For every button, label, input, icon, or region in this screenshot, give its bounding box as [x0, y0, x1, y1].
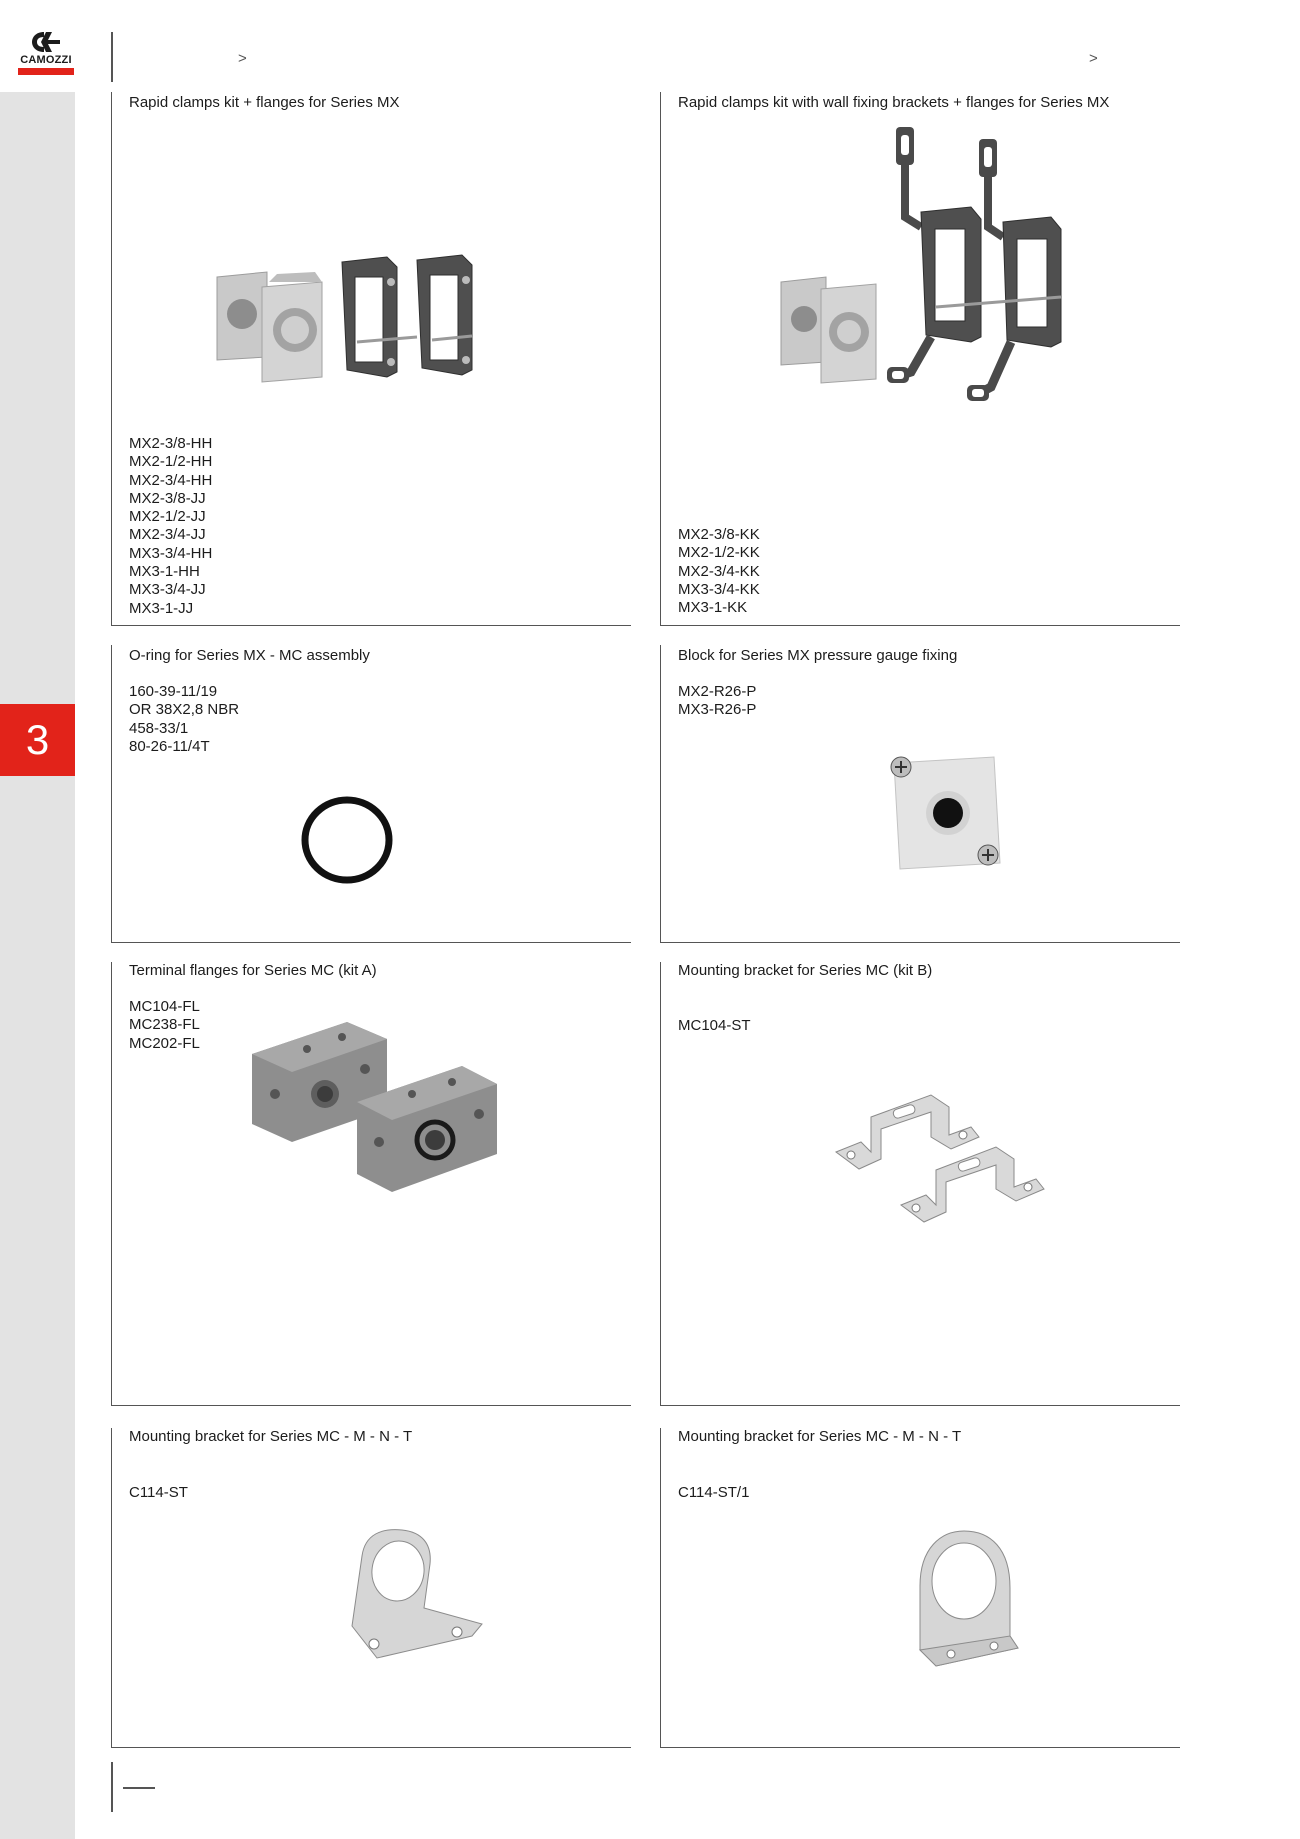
product-code[interactable]: MX3-3/4-HH — [129, 544, 213, 562]
product-code[interactable]: 160-39-11/19 — [129, 683, 218, 700]
product-code[interactable]: MX2-3/8-KK — [678, 526, 760, 543]
card-title: Rapid clamps kit with wall fixing brackets + flanges for Series MX — [678, 94, 1110, 111]
footer-dash — [123, 1787, 155, 1789]
product-code-list — [129, 998, 200, 1053]
product-code[interactable]: MX2-1/2-JJ — [129, 508, 206, 526]
product-code[interactable]: 80-26-11/4T — [129, 737, 210, 755]
product-card-rapid-clamps-kit — [111, 92, 631, 626]
product-card-mounting-bracket-c114-st — [111, 1428, 631, 1748]
card-title: Rapid clamps kit + flanges for Series MX — [129, 94, 400, 111]
product-code[interactable]: MX3-1-HH — [129, 563, 200, 581]
product-code[interactable]: MX2-3/4-KK — [678, 562, 760, 580]
product-card-rapid-clamps-wall-brackets — [660, 92, 1180, 626]
product-code[interactable]: MX3-R26-P — [678, 701, 757, 719]
gauge-block-image — [876, 745, 1016, 885]
card-title: Terminal flanges for Series MC (kit A) — [129, 962, 377, 979]
product-code[interactable]: MX2-3/4-JJ — [129, 526, 206, 544]
product-code-list — [129, 435, 212, 618]
product-code[interactable]: MX2-1/2-KK — [678, 544, 760, 562]
clamps-wall-brackets-image — [771, 127, 1111, 417]
product-code[interactable]: OR 38X2,8 NBR — [129, 701, 240, 719]
logo-red-bar — [18, 68, 74, 75]
card-title: Mounting bracket for Series MC - M - N - T — [678, 1428, 962, 1445]
footer-rule — [111, 1762, 113, 1812]
product-code-list — [678, 526, 760, 617]
side-band — [0, 92, 75, 1839]
product-code[interactable]: MX2-1/2-HH — [129, 453, 213, 471]
terminal-flanges-image — [247, 1014, 517, 1204]
logo-wordmark: CAMOZZI — [20, 54, 72, 66]
product-code[interactable]: C114-ST/1 — [678, 1484, 750, 1501]
product-code[interactable]: MX2-3/8-JJ — [129, 489, 206, 507]
camozzi-logo[interactable] — [16, 30, 76, 76]
product-code[interactable]: MX3-3/4-KK — [678, 580, 760, 598]
product-card-mounting-bracket-c114-st1 — [660, 1428, 1180, 1748]
product-code[interactable]: MC238-FL — [129, 1016, 200, 1034]
product-code[interactable]: MX2-3/8-HH — [129, 435, 213, 452]
chapter-tab[interactable]: 3 — [0, 704, 75, 776]
breadcrumb-separator: > — [1089, 50, 1098, 67]
c114-st1-bracket-image — [906, 1526, 1026, 1676]
product-code[interactable]: MC202-FL — [129, 1034, 200, 1052]
card-title: O-ring for Series MX - MC assembly — [129, 647, 370, 664]
product-code-list — [678, 1017, 751, 1035]
product-code[interactable]: MX3-1-KK — [678, 599, 748, 617]
product-code[interactable]: MX2-R26-P — [678, 683, 757, 700]
breadcrumb-separator: > — [238, 50, 247, 67]
mounting-brackets-image — [831, 1077, 1061, 1247]
product-code[interactable]: MX3-3/4-JJ — [129, 581, 206, 599]
card-title: Mounting bracket for Series MC (kit B) — [678, 962, 933, 979]
camozzi-logo-mark-icon — [30, 30, 62, 54]
product-code[interactable]: MC104-ST — [678, 1017, 751, 1034]
header-rule — [111, 32, 113, 82]
product-code[interactable]: MX3-1-JJ — [129, 599, 194, 617]
product-code-list — [129, 683, 239, 756]
clamps-flanges-image — [207, 242, 537, 392]
card-title: Block for Series MX pressure gauge fixing — [678, 647, 958, 664]
product-card-o-ring — [111, 645, 631, 943]
product-code-list — [678, 1484, 749, 1502]
product-code-list — [678, 683, 756, 720]
product-card-terminal-flanges — [111, 962, 631, 1406]
o-ring-image — [297, 793, 397, 893]
product-code[interactable]: C114-ST — [129, 1484, 188, 1501]
card-title: Mounting bracket for Series MC - M - N - T — [129, 1428, 413, 1445]
product-code[interactable]: MX2-3/4-HH — [129, 471, 213, 489]
product-card-gauge-block — [660, 645, 1180, 943]
product-code-list — [129, 1484, 188, 1502]
product-code[interactable]: 458-33/1 — [129, 719, 189, 737]
c114-st-bracket-image — [332, 1526, 492, 1676]
product-code[interactable]: MC104-FL — [129, 998, 200, 1015]
product-card-mounting-bracket-kit-b — [660, 962, 1180, 1406]
